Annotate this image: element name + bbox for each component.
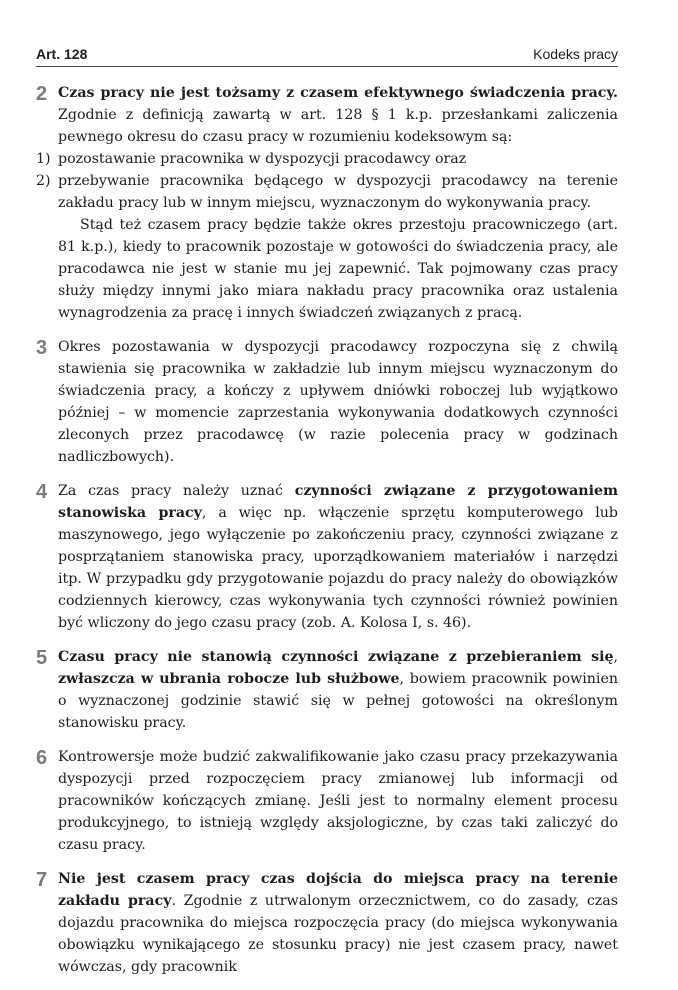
list-marker: 2)	[36, 173, 51, 189]
list-marker: 1)	[36, 151, 51, 167]
conditions-list	[36, 148, 618, 214]
list-item-text: pozostawanie pracownika w dyspozycji pracodawcy oraz	[58, 151, 467, 167]
paragraph-text	[58, 868, 618, 978]
paragraph-number: 6	[36, 747, 48, 769]
paragraph-text: Okres pozostawania w dyspozycji pracodawcy rozpoczyna się z chwilą stawienia się pracownika w zakładzie lub innym miejscu wyznaczonym do świadczenia pracy, a kończy z upływem dniówki roboczej lub wyjątkowo później – w momencie zaprzestania wykonywania dodatkowych czynności zleconych przez pracodawcę (w razie polecenia pracy w godzinach nadliczbowych).	[58, 339, 618, 465]
article-label: Art. 128	[36, 46, 88, 62]
paragraph-7	[36, 868, 618, 978]
body-text: Zgodnie z definicją zawartą w art. 128 § 1 k.p. przesłankami zaliczenia pewnego okresu do czasu pracy w rozumieniu kodeksowym są:	[58, 107, 618, 145]
continuation-text: Stąd też czasem pracy będzie także okres przestoju pracowniczego (art. 81 k.p.), kiedy to pracownik pozostaje w gotowości do świadczenia pracy, ale pracodawca nie jest w stanie mu jej zapewnić. Tak pojmowany czas pracy służy między innymi jako miara nakładu pracy pracownika oraz ustalenia wynagrodzenia za pracę i innych świadczeń związanych z pracą.	[58, 217, 618, 321]
paragraph-number: 4	[36, 481, 48, 503]
paragraph-number: 7	[36, 869, 48, 891]
paragraph-number: 3	[36, 337, 48, 359]
body-text: . Zgodnie z utrwalonym orzecznictwem, co do zasady, czas dojazdu pracownika do miejsca rozpoczęcia pracy (do miejsca wykonywania obowiązku wynikającego ze stosunku pracy) nie jest czasem pracy, nawet wówczas, gdy pracownik	[58, 893, 618, 975]
bold-phrase: Czasu pracy nie stanowią czynności związane z przebieraniem się	[58, 649, 614, 665]
paragraph-text	[58, 480, 618, 634]
bold-phrase: czynności związane z przygotowaniem stanowiska pracy	[58, 483, 619, 521]
paragraph-number: 5	[36, 647, 48, 669]
bold-phrase: Czas pracy nie jest tożsamy z czasem efektywnego świadczenia pracy.	[58, 85, 618, 101]
paragraph-text	[58, 646, 618, 734]
body-text: , a więc np. włączenie sprzętu komputerowego lub maszynowego, jego wyłączenie po zakończeniu pracy, czynności związane z posprzątaniem stanowiska pracy, uporządkowaniem materiałów i narzędzi itp. W przypadku gdy przygotowanie pojazdu do pracy należy do obowiązków codziennych kierowcy, czas wykonywania tych czynności również powinien być wliczony do jego czasu pracy (zob. A. Kolosa I, s. 46).	[58, 505, 618, 631]
book-title: Kodeks pracy	[533, 46, 618, 62]
paragraph-number: 2	[36, 83, 48, 105]
bold-phrase: Nie jest czasem pracy czas dojścia do miejsca pracy na terenie zakładu pracy	[58, 871, 618, 909]
paragraph-text: Kontrowersje może budzić zakwalifikowanie jako czasu pracy przekazywania dyspozycji przed rozpoczęciem pracy zmianowej lub informacji od pracowników kończących zmianę. Jeśli jest to normalny element procesu produkcyjnego, to istnieją względy aksjologiczne, by czas taki zaliczyć do czasu pracy.	[58, 749, 618, 853]
bold-phrase-2: zwłaszcza w ubrania robocze lub służbowe	[58, 671, 400, 687]
body-text: , bowiem pracownik powinien o wyznaczonej godzinie stawić się w pełnej gotowości na określonym stanowisku pracy.	[58, 671, 619, 731]
list-item	[36, 148, 618, 170]
page-content	[36, 82, 618, 990]
paragraph-3	[36, 336, 618, 468]
paragraph-6	[36, 746, 618, 856]
body-text-mid: ,	[613, 649, 618, 665]
paragraph-2	[36, 82, 618, 324]
paragraph-4	[36, 480, 618, 634]
body-text-pre: Za czas pracy należy uznać	[58, 483, 295, 499]
list-item	[36, 170, 618, 214]
list-item-text: przebywanie pracownika będącego w dyspozycji pracodawcy na terenie zakładu pracy lub w innym miejscu, wyznaczonym do wykonywania pracy.	[58, 173, 618, 211]
page-header	[36, 44, 618, 67]
paragraph-5	[36, 646, 618, 734]
paragraph-text	[58, 82, 618, 148]
